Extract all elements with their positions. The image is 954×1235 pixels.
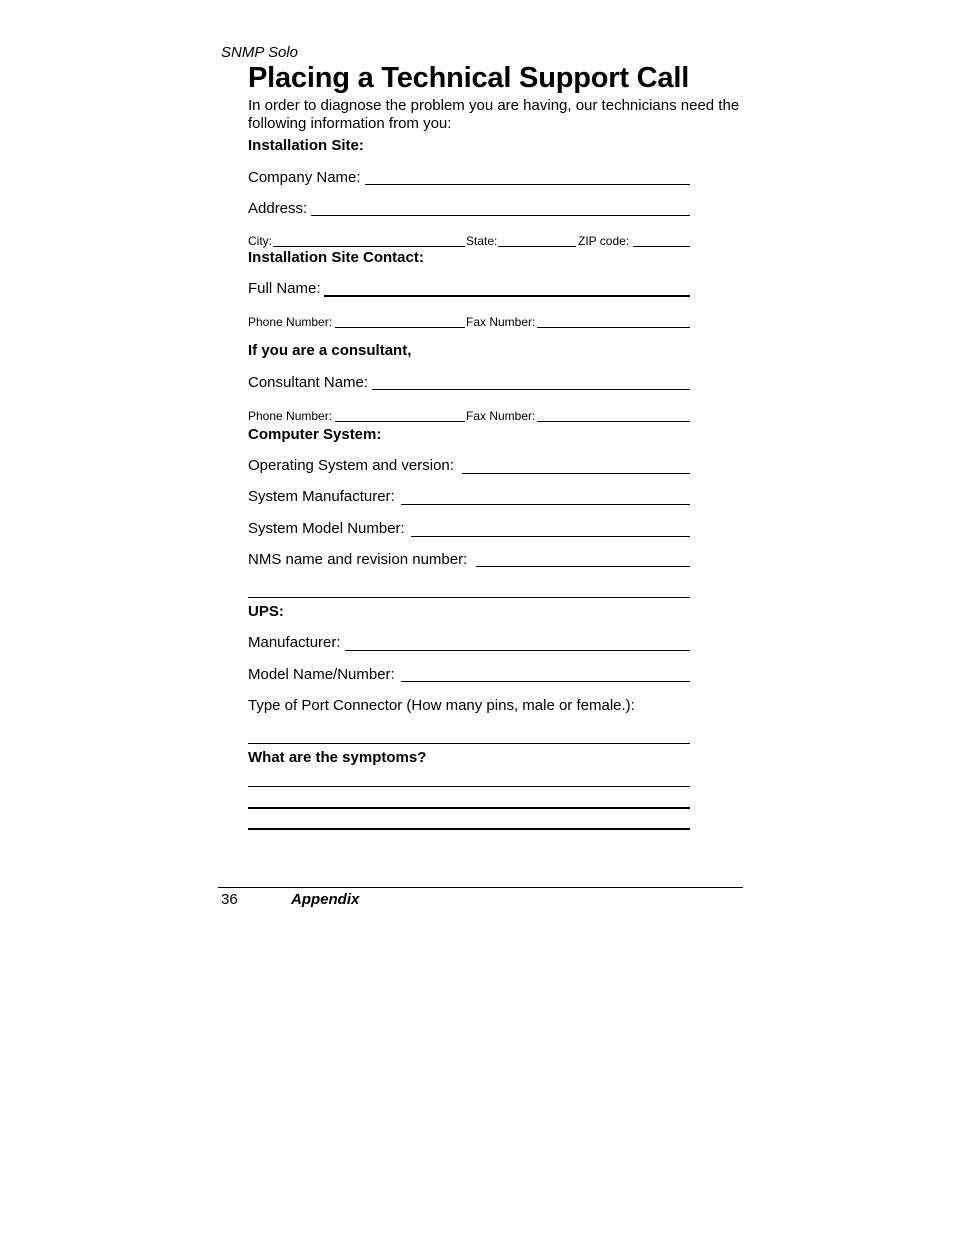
state-field[interactable]	[498, 246, 576, 247]
ups-manufacturer-field[interactable]	[345, 650, 690, 651]
consultant-fax-field[interactable]	[537, 421, 690, 422]
zip-field[interactable]	[633, 246, 690, 247]
consultant-name-label: Consultant Name:	[248, 374, 369, 391]
footer-rule	[218, 887, 743, 888]
consultant-fax-label: Fax Number:	[466, 409, 536, 423]
page-number: 36	[221, 891, 238, 908]
symptoms-heading: What are the symptoms?	[248, 749, 427, 766]
consultant-name-field[interactable]	[372, 389, 690, 390]
consultant-heading: If you are a consultant,	[248, 342, 412, 359]
os-field[interactable]	[462, 473, 690, 474]
symptoms-line-1[interactable]	[248, 786, 690, 787]
zip-label: ZIP code:	[578, 234, 630, 248]
system-model-label: System Model Number:	[248, 520, 405, 537]
contact-fax-field[interactable]	[537, 327, 690, 328]
nms-label: NMS name and revision number:	[248, 551, 468, 568]
footer-section-label: Appendix	[291, 891, 360, 908]
page-title: Placing a Technical Support Call	[248, 62, 690, 94]
system-manufacturer-label: System Manufacturer:	[248, 488, 395, 505]
contact-fax-label: Fax Number:	[466, 315, 536, 329]
symptoms-line-3[interactable]	[248, 828, 690, 830]
computer-system-heading: Computer System:	[248, 426, 382, 443]
system-model-field[interactable]	[411, 536, 690, 537]
nms-field-continued[interactable]	[248, 597, 690, 598]
ups-heading: UPS:	[248, 603, 284, 620]
symptoms-line-2[interactable]	[248, 807, 690, 809]
intro-paragraph: In order to diagnose the problem you are having, our technicians need the following information from you:	[248, 97, 740, 132]
consultant-phone-label: Phone Number:	[248, 409, 333, 423]
city-field[interactable]	[273, 246, 465, 247]
consultant-phone-field[interactable]	[335, 421, 465, 422]
full-name-label: Full Name:	[248, 280, 321, 297]
site-contact-heading: Installation Site Contact:	[248, 249, 424, 266]
full-name-field[interactable]	[324, 295, 690, 297]
nms-field[interactable]	[476, 566, 690, 567]
running-head: SNMP Solo	[221, 44, 298, 61]
port-connector-field[interactable]	[248, 743, 690, 744]
contact-phone-label: Phone Number:	[248, 315, 333, 329]
os-label: Operating System and version:	[248, 457, 454, 474]
ups-model-field[interactable]	[401, 681, 690, 682]
installation-site-heading: Installation Site:	[248, 137, 364, 154]
address-label: Address:	[248, 200, 308, 217]
ups-manufacturer-label: Manufacturer:	[248, 634, 341, 651]
address-field[interactable]	[311, 215, 690, 216]
contact-phone-field[interactable]	[335, 327, 465, 328]
ups-model-label: Model Name/Number:	[248, 666, 395, 683]
city-label: City:	[248, 234, 272, 248]
port-connector-label: Type of Port Connector (How many pins, male or female.):	[248, 697, 635, 714]
company-name-field[interactable]	[365, 184, 690, 185]
system-manufacturer-field[interactable]	[401, 504, 690, 505]
company-name-label: Company Name:	[248, 169, 361, 186]
state-label: State:	[466, 234, 498, 248]
